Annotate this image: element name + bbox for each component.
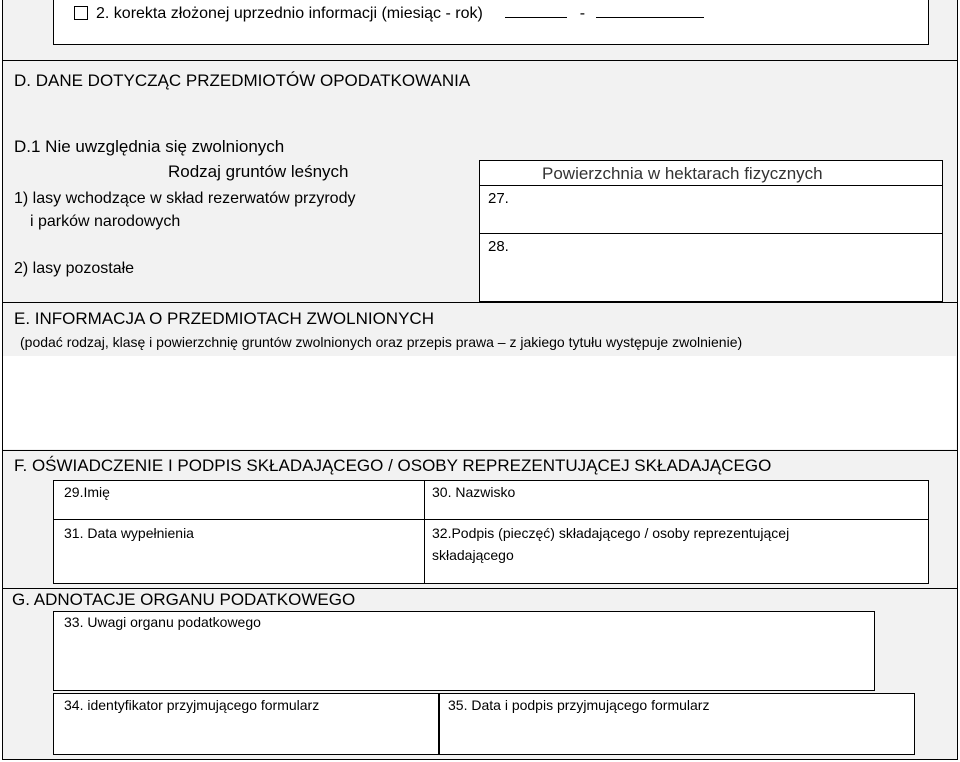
col-row2-label: 2) lasy pozostałe <box>14 260 135 277</box>
section-f-title: F. OŚWIADCZENIE I PODPIS SKŁADAJĄCEGO / OSOBY REPREZENTUJĄCEJ SKŁADAJĄCEGO <box>14 456 772 475</box>
section-d-title: D. DANE DOTYCZĄC PRZEDMIOTÓW OPODATKOWANIA <box>14 71 471 90</box>
correction-checkbox[interactable] <box>74 6 88 20</box>
field-32-label-line2: składającego <box>432 547 514 563</box>
section-e-title: E. INFORMACJA O PRZEDMIOTACH ZWOLNIONYCH <box>14 309 434 328</box>
field-33-label: 33. Uwagi organu podatkowego <box>64 614 261 630</box>
section-e-input-area[interactable] <box>3 356 956 449</box>
area-field-28[interactable] <box>480 234 942 301</box>
field-30-label: 30. Nazwisko <box>432 484 516 500</box>
section-f-row-divider <box>53 519 929 520</box>
section-d1-title: D.1 Nie uwzględnia się zwolnionych <box>14 137 285 156</box>
field-31-label: 31. Data wypełnienia <box>64 525 194 541</box>
section-d-header <box>2 60 958 126</box>
field-32-label-line1: 32.Podpis (pieczęć) składającego / osoby reprezentującej <box>432 525 790 541</box>
section-g-title: G. ADNOTACJE ORGANU PODATKOWEGO <box>12 590 356 609</box>
col-row1-label-line2: i parków narodowych <box>30 213 181 230</box>
col-header-area: Powierzchnia w hektarach fizycznych <box>542 164 823 183</box>
field-27-number: 27. <box>488 190 509 207</box>
section-e-instruction: (podać rodzaj, klasę i powierzchnię gruntów zwolnionych oraz przepis prawa – z jakiego tytułu występuje zwolnienie) <box>20 334 743 350</box>
field-29-label: 29.Imię <box>64 484 110 500</box>
col-row1-label-line1: 1) lasy wchodzące w skład rezerwatów przyrody <box>14 190 356 207</box>
correction-month-blank[interactable] <box>505 17 567 18</box>
col-header-forest-type: Rodzaj gruntów leśnych <box>168 162 349 181</box>
field-34-label: 34. identyfikator przyjmującego formularz <box>64 697 320 713</box>
area-field-27[interactable] <box>480 186 942 233</box>
correction-option-label: 2. korekta złożonej uprzednio informacji (miesiąc - rok) - <box>96 5 704 23</box>
section-f-col-divider <box>424 480 425 584</box>
field-35-label: 35. Data i podpis przyjmującego formularz <box>448 697 710 713</box>
correction-year-blank[interactable] <box>596 17 704 18</box>
field-28-number: 28. <box>488 238 509 255</box>
